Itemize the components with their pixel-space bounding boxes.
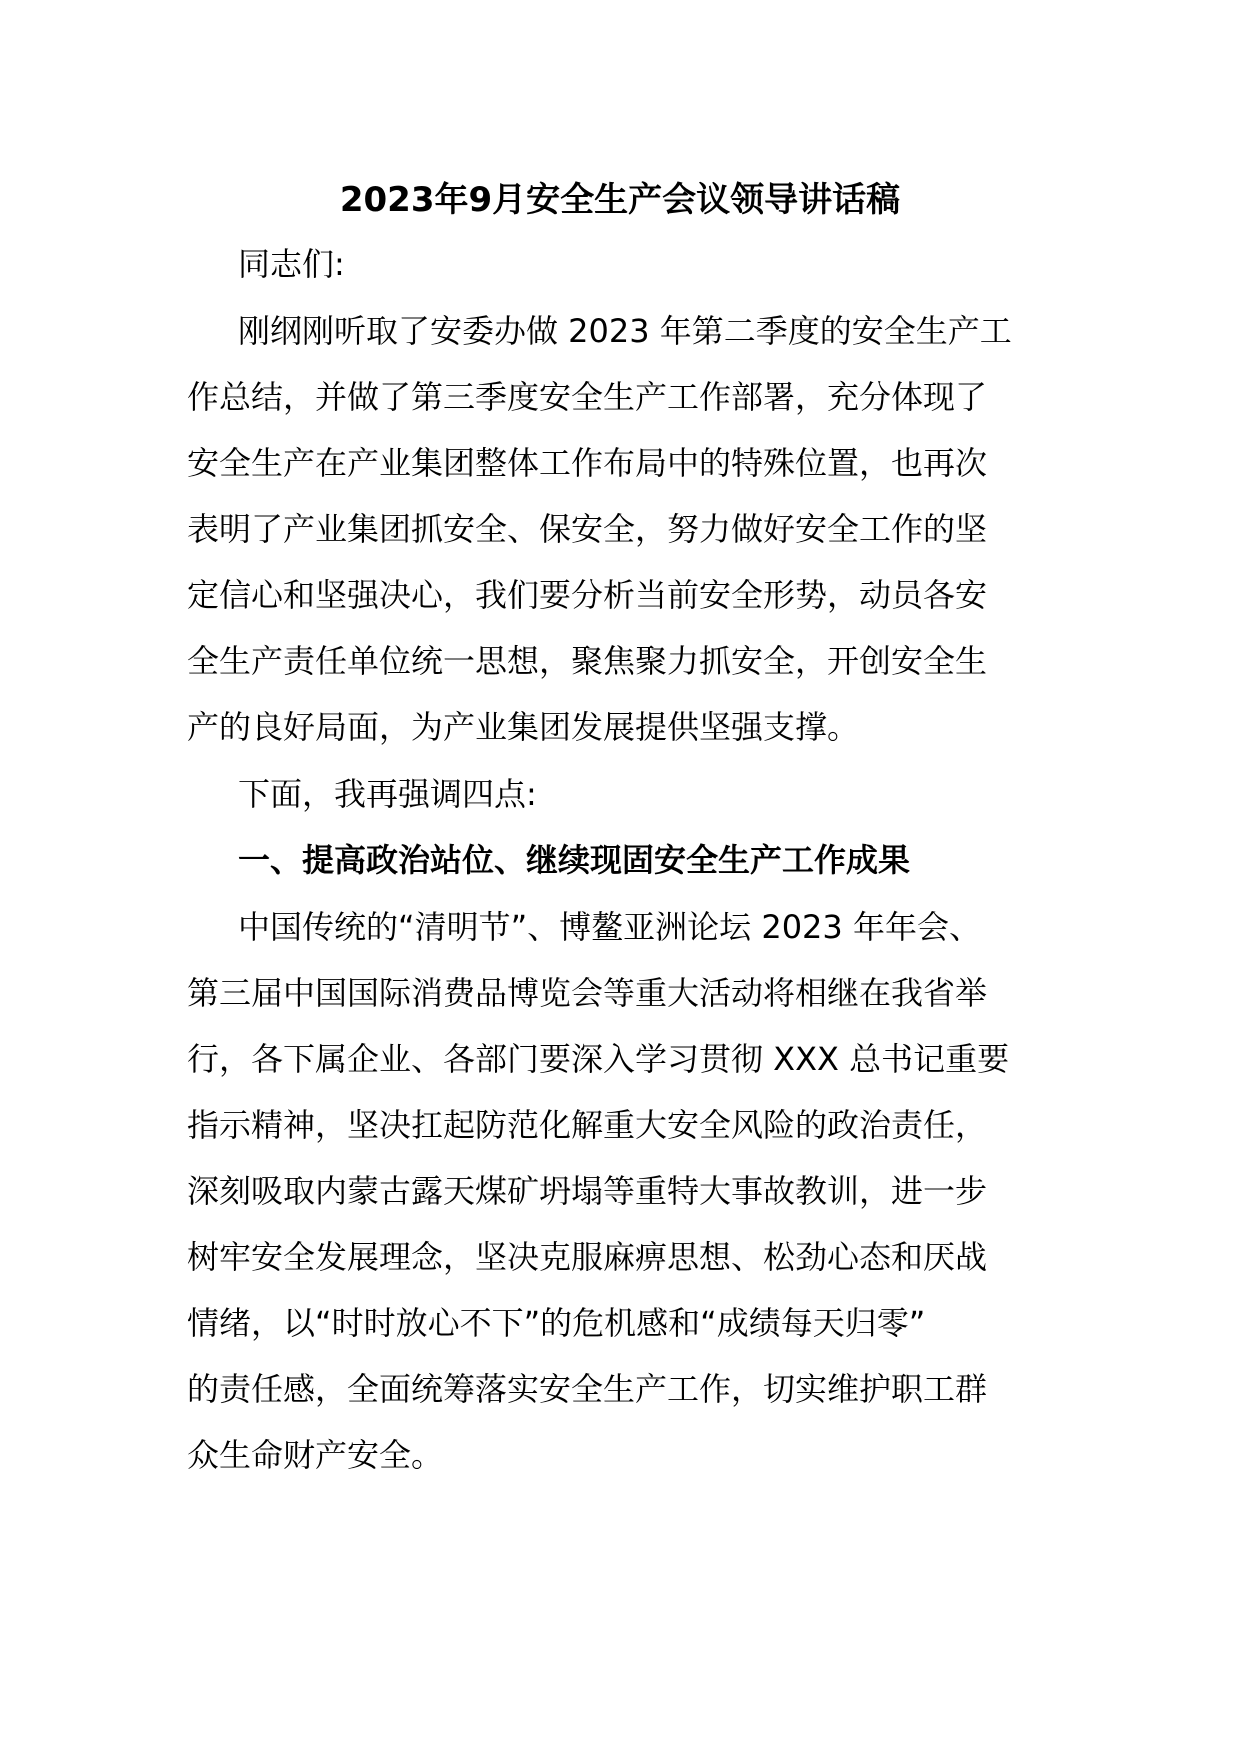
- salutation: 同志们:: [238, 245, 345, 283]
- document-title: 2023年9月安全生产会议领导讲话稿: [339, 180, 901, 220]
- paragraph-line: 中国传统的“清明节”、博鳌亚洲论坛 2023 年年会、: [238, 908, 981, 946]
- paragraph-line: 深刻吸取内蒙古露天煤矿坍塌等重特大事故教训，进一步: [187, 1172, 988, 1210]
- paragraph-line: 作总结，并做了第三季度安全生产工作部署，充分体现了: [187, 378, 988, 416]
- paragraph-line: 全生产责任单位统一思想，聚焦聚力抓安全，开创安全生: [187, 642, 988, 680]
- paragraph-line: 的责任感，全面统筹落实安全生产工作，切实维护职工群: [187, 1370, 988, 1408]
- paragraph-line: 定信心和坚强决心，我们要分析当前安全形势，动员各安: [187, 576, 988, 614]
- paragraph-line: 指示精神，坚决扛起防范化解重大安全风险的政治责任，: [187, 1106, 988, 1144]
- paragraph-line: 树牢安全发展理念，坚决克服麻痹思想、松劲心态和厌战: [187, 1238, 988, 1276]
- paragraph-line: 产的良好局面，为产业集团发展提供坚强支撑。: [187, 708, 860, 746]
- paragraph-line: 安全生产在产业集团整体工作布局中的特殊位置，也再次: [187, 444, 988, 482]
- paragraph-line: 下面，我再强调四点:: [238, 775, 537, 813]
- paragraph-line: 情绪，以“时时放心不下”的危机感和“成绩每天归零”: [187, 1304, 926, 1342]
- paragraph-line: 行，各下属企业、各部门要深入学习贯彻 XXX 总书记重要: [187, 1040, 1010, 1078]
- paragraph-line: 刚纲刚听取了安委办做 2023 年第二季度的安全生产工: [238, 312, 1012, 350]
- paragraph-line: 众生命财产安全。: [187, 1436, 444, 1474]
- paragraph-line: 第三届中国国际消费品博览会等重大活动将相继在我省举: [187, 974, 988, 1012]
- section-heading: 一、提高政治站位、继续现固安全生产工作成果: [238, 841, 911, 879]
- paragraph-line: 表明了产业集团抓安全、保安全，努力做好安全工作的坚: [187, 510, 988, 548]
